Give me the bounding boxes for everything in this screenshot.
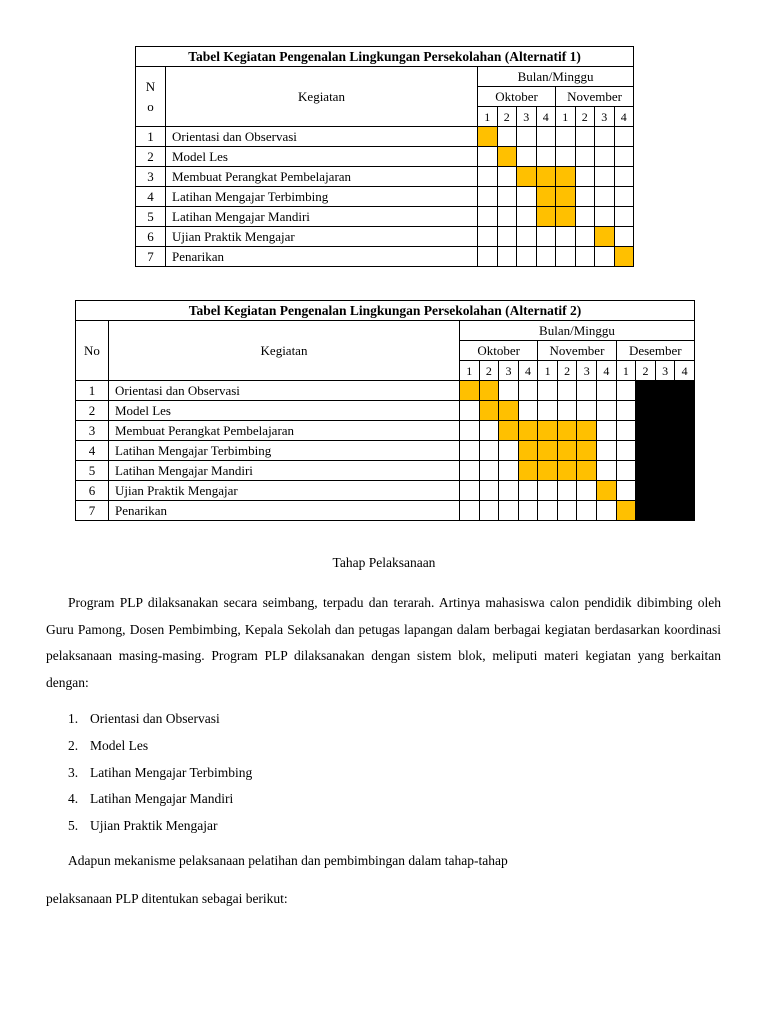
empty-week-cell [538, 481, 558, 501]
scheduled-week-cell [556, 187, 576, 207]
row-number: 1 [136, 127, 166, 147]
activity-header: Kegiatan [109, 321, 460, 381]
activity-name: Model Les [109, 401, 460, 421]
table-title: Tabel Kegiatan Pengenalan Lingkungan Persekolahan (Alternatif 1) [136, 47, 634, 67]
empty-week-cell [478, 227, 498, 247]
scheduled-week-cell [536, 207, 556, 227]
month-header: November [538, 341, 616, 361]
week-header: 4 [518, 361, 538, 381]
empty-week-cell [460, 501, 480, 521]
blocked-week-cell [675, 501, 695, 521]
empty-week-cell [517, 247, 537, 267]
list-number: 1. [68, 711, 79, 726]
week-header: 2 [497, 107, 517, 127]
list-text: Model Les [90, 737, 149, 753]
period-header: Bulan/Minggu [478, 67, 634, 87]
empty-week-cell [499, 381, 519, 401]
scheduled-week-cell [518, 421, 538, 441]
empty-week-cell [614, 127, 634, 147]
week-header: 1 [460, 361, 480, 381]
month-header: Oktober [478, 87, 556, 107]
scheduled-week-cell [460, 381, 480, 401]
empty-week-cell [577, 501, 597, 521]
scheduled-week-cell [597, 481, 617, 501]
empty-week-cell [497, 207, 517, 227]
week-header: 4 [597, 361, 617, 381]
empty-week-cell [460, 441, 480, 461]
empty-week-cell [616, 421, 636, 441]
activity-header: Kegiatan [166, 67, 478, 127]
empty-week-cell [595, 147, 615, 167]
empty-week-cell [478, 247, 498, 267]
scheduled-week-cell [499, 401, 519, 421]
list-number: 3. [68, 764, 79, 780]
paragraph-continuation: pelaksanaan PLP ditentukan sebagai berikut: [46, 891, 288, 906]
list-text: Latihan Mengajar Mandiri [90, 791, 234, 807]
week-header: 3 [655, 361, 675, 381]
scheduled-week-cell [556, 167, 576, 187]
empty-week-cell [460, 461, 480, 481]
blocked-week-cell [655, 461, 675, 481]
paragraph-mechanism: Adapun mekanisme pelaksanaan pelatihan dan pembimbingan dalam tahap-tahap [68, 853, 508, 868]
blocked-week-cell [655, 441, 675, 461]
row-number: 5 [136, 207, 166, 227]
empty-week-cell [575, 227, 595, 247]
activity-name: Ujian Praktik Mengajar [166, 227, 478, 247]
list-item [68, 733, 252, 760]
blocked-week-cell [655, 421, 675, 441]
empty-week-cell [575, 247, 595, 267]
empty-week-cell [614, 167, 634, 187]
empty-week-cell [575, 167, 595, 187]
empty-week-cell [538, 401, 558, 421]
table-row [76, 441, 695, 461]
empty-week-cell [614, 187, 634, 207]
empty-week-cell [616, 481, 636, 501]
empty-week-cell [518, 381, 538, 401]
activity-name: Orientasi dan Observasi [109, 381, 460, 401]
no-header: N o [136, 67, 166, 127]
row-number: 6 [136, 227, 166, 247]
activity-name: Orientasi dan Observasi [166, 127, 478, 147]
table-row [136, 147, 634, 167]
empty-week-cell [597, 501, 617, 521]
empty-week-cell [460, 421, 480, 441]
empty-week-cell [538, 381, 558, 401]
empty-week-cell [556, 227, 576, 247]
empty-week-cell [479, 421, 499, 441]
scheduled-week-cell [557, 461, 577, 481]
scheduled-week-cell [478, 127, 498, 147]
blocked-week-cell [675, 461, 695, 481]
scheduled-week-cell [518, 461, 538, 481]
activity-name: Membuat Perangkat Pembelajaran [109, 421, 460, 441]
empty-week-cell [536, 227, 556, 247]
week-header: 3 [499, 361, 519, 381]
row-number: 3 [136, 167, 166, 187]
empty-week-cell [517, 227, 537, 247]
table-row [76, 481, 695, 501]
table-row [136, 247, 634, 267]
activity-name: Latihan Mengajar Terbimbing [109, 441, 460, 461]
blocked-week-cell [655, 401, 675, 421]
table-row [76, 381, 695, 401]
week-header: 1 [556, 107, 576, 127]
list-text: Ujian Praktik Mengajar [90, 818, 218, 834]
activity-name: Penarikan [166, 247, 478, 267]
empty-week-cell [577, 381, 597, 401]
blocked-week-cell [655, 481, 675, 501]
week-header: 4 [675, 361, 695, 381]
empty-week-cell [517, 127, 537, 147]
row-number: 7 [136, 247, 166, 267]
week-header: 4 [614, 107, 634, 127]
scheduled-week-cell [497, 147, 517, 167]
empty-week-cell [597, 421, 617, 441]
empty-week-cell [597, 441, 617, 461]
scheduled-week-cell [499, 421, 519, 441]
blocked-week-cell [655, 381, 675, 401]
scheduled-week-cell [614, 247, 634, 267]
table-row [136, 187, 634, 207]
activity-name: Model Les [166, 147, 478, 167]
empty-week-cell [616, 461, 636, 481]
empty-week-cell [478, 207, 498, 227]
empty-week-cell [497, 127, 517, 147]
week-header: 3 [517, 107, 537, 127]
empty-week-cell [478, 167, 498, 187]
week-header: 2 [636, 361, 656, 381]
table-row [76, 501, 695, 521]
list-number: 4. [68, 791, 79, 807]
empty-week-cell [614, 207, 634, 227]
empty-week-cell [556, 127, 576, 147]
week-header: 2 [479, 361, 499, 381]
empty-week-cell [616, 441, 636, 461]
scheduled-week-cell [556, 207, 576, 227]
blocked-week-cell [636, 481, 656, 501]
blocked-week-cell [636, 501, 656, 521]
scheduled-week-cell [557, 441, 577, 461]
empty-week-cell [497, 247, 517, 267]
list-number: 5. [68, 818, 79, 834]
empty-week-cell [479, 481, 499, 501]
table-alternatif-1 [135, 46, 634, 267]
empty-week-cell [616, 401, 636, 421]
empty-week-cell [575, 147, 595, 167]
row-number: 4 [76, 441, 109, 461]
empty-week-cell [556, 147, 576, 167]
empty-week-cell [460, 401, 480, 421]
empty-week-cell [517, 207, 537, 227]
empty-week-cell [595, 127, 615, 147]
empty-week-cell [518, 501, 538, 521]
row-number: 3 [76, 421, 109, 441]
empty-week-cell [479, 501, 499, 521]
empty-week-cell [536, 247, 556, 267]
week-header: 2 [575, 107, 595, 127]
month-header: Oktober [460, 341, 538, 361]
table-row [76, 421, 695, 441]
list-text: Orientasi dan Observasi [90, 711, 220, 726]
empty-week-cell [557, 501, 577, 521]
scheduled-week-cell [479, 381, 499, 401]
blocked-week-cell [675, 381, 695, 401]
empty-week-cell [577, 401, 597, 421]
scheduled-week-cell [479, 401, 499, 421]
scheduled-week-cell [536, 167, 556, 187]
empty-week-cell [595, 167, 615, 187]
blocked-week-cell [636, 381, 656, 401]
empty-week-cell [614, 227, 634, 247]
table-row [136, 127, 634, 147]
week-header: 3 [577, 361, 597, 381]
row-number: 2 [76, 401, 109, 421]
row-number: 5 [76, 461, 109, 481]
table-alternatif-2 [75, 300, 695, 521]
month-header: November [556, 87, 634, 107]
row-number: 6 [76, 481, 109, 501]
scheduled-week-cell [538, 441, 558, 461]
week-header: 4 [536, 107, 556, 127]
empty-week-cell [517, 187, 537, 207]
scheduled-week-cell [577, 441, 597, 461]
row-number: 7 [76, 501, 109, 521]
month-header: Desember [616, 341, 694, 361]
no-header: No [76, 321, 109, 381]
activity-name: Penarikan [109, 501, 460, 521]
blocked-week-cell [675, 401, 695, 421]
empty-week-cell [478, 147, 498, 167]
activity-list [68, 706, 252, 840]
empty-week-cell [517, 147, 537, 167]
blocked-week-cell [655, 501, 675, 521]
week-header: 2 [557, 361, 577, 381]
activity-name: Latihan Mengajar Terbimbing [166, 187, 478, 207]
table-row [76, 461, 695, 481]
empty-week-cell [597, 381, 617, 401]
empty-week-cell [556, 247, 576, 267]
empty-week-cell [518, 401, 538, 421]
empty-week-cell [595, 247, 615, 267]
empty-week-cell [479, 461, 499, 481]
empty-week-cell [538, 501, 558, 521]
list-number: 2. [68, 737, 79, 753]
empty-week-cell [557, 381, 577, 401]
empty-week-cell [536, 147, 556, 167]
scheduled-week-cell [595, 227, 615, 247]
empty-week-cell [575, 207, 595, 227]
activity-name: Membuat Perangkat Pembelajaran [166, 167, 478, 187]
row-number: 4 [136, 187, 166, 207]
list-text: Latihan Mengajar Terbimbing [90, 764, 253, 780]
week-header: 1 [616, 361, 636, 381]
empty-week-cell [497, 187, 517, 207]
list-item [68, 786, 252, 813]
scheduled-week-cell [517, 167, 537, 187]
blocked-week-cell [636, 421, 656, 441]
empty-week-cell [557, 481, 577, 501]
empty-week-cell [595, 207, 615, 227]
empty-week-cell [499, 461, 519, 481]
blocked-week-cell [636, 441, 656, 461]
empty-week-cell [497, 227, 517, 247]
empty-week-cell [518, 481, 538, 501]
blocked-week-cell [675, 481, 695, 501]
scheduled-week-cell [577, 421, 597, 441]
empty-week-cell [575, 187, 595, 207]
empty-week-cell [616, 381, 636, 401]
empty-week-cell [597, 461, 617, 481]
blocked-week-cell [636, 401, 656, 421]
activity-name: Latihan Mengajar Mandiri [109, 461, 460, 481]
week-header: 1 [538, 361, 558, 381]
scheduled-week-cell [536, 187, 556, 207]
table-row [76, 401, 695, 421]
activity-name: Latihan Mengajar Mandiri [166, 207, 478, 227]
week-header: 3 [595, 107, 615, 127]
empty-week-cell [499, 481, 519, 501]
week-header: 1 [478, 107, 498, 127]
table-title: Tabel Kegiatan Pengenalan Lingkungan Persekolahan (Alternatif 2) [76, 301, 695, 321]
list-item [68, 813, 252, 840]
table-row [136, 227, 634, 247]
scheduled-week-cell [616, 501, 636, 521]
empty-week-cell [478, 187, 498, 207]
scheduled-week-cell [518, 441, 538, 461]
empty-week-cell [499, 441, 519, 461]
empty-week-cell [614, 147, 634, 167]
scheduled-week-cell [577, 461, 597, 481]
empty-week-cell [595, 187, 615, 207]
empty-week-cell [577, 481, 597, 501]
scheduled-week-cell [538, 421, 558, 441]
scheduled-week-cell [557, 421, 577, 441]
table-row [136, 167, 634, 187]
scheduled-week-cell [538, 461, 558, 481]
blocked-week-cell [636, 461, 656, 481]
row-number: 2 [136, 147, 166, 167]
list-item [68, 706, 252, 733]
blocked-week-cell [675, 441, 695, 461]
empty-week-cell [497, 167, 517, 187]
empty-week-cell [479, 441, 499, 461]
activity-name: Ujian Praktik Mengajar [109, 481, 460, 501]
section-heading: Tahap Pelaksanaan [332, 555, 436, 570]
empty-week-cell [575, 127, 595, 147]
empty-week-cell [597, 401, 617, 421]
table-row [136, 207, 634, 227]
row-number: 1 [76, 381, 109, 401]
blocked-week-cell [675, 421, 695, 441]
list-item [68, 760, 252, 787]
empty-week-cell [536, 127, 556, 147]
empty-week-cell [499, 501, 519, 521]
period-header: Bulan/Minggu [460, 321, 695, 341]
paragraph-intro: Program PLP dilaksanakan secara seimbang, terpadu dan terarah. Artinya mahasiswa calon pendidik dibimbing oleh Guru Pamong, Dosen Pembimbing, Kepala Sekolah dan petugas lapangan dalam berbagai kegiatan berdasarkan koordinasi pelaksanaan masing-masing. Program PLP dilaksanakan dengan sistem blok, meliputi materi kegiatan yang berkaitan dengan: [46, 595, 721, 690]
empty-week-cell [557, 401, 577, 421]
empty-week-cell [460, 481, 480, 501]
